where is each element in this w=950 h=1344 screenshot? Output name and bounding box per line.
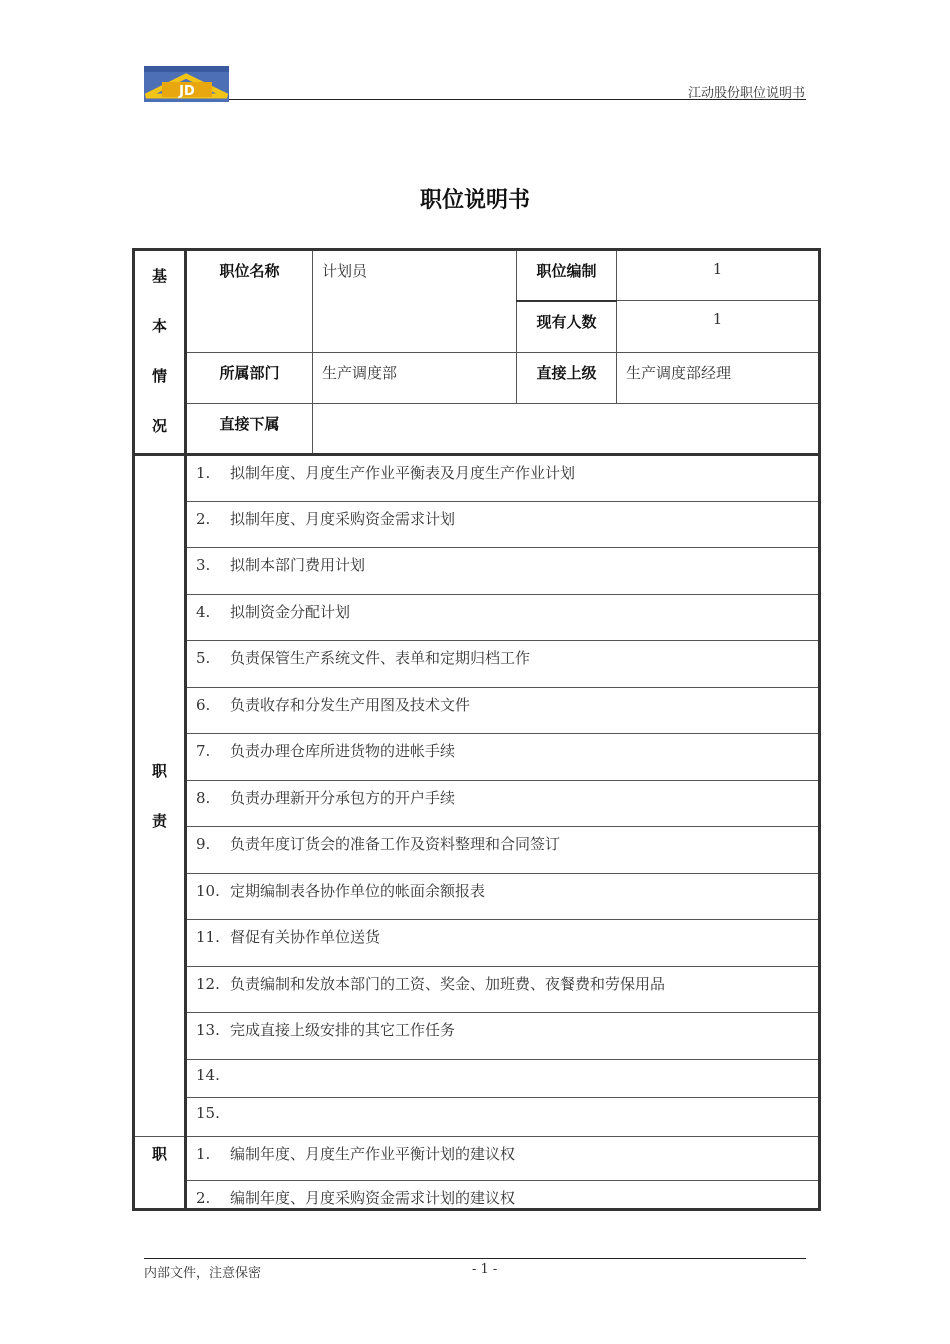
duty-item: 6. 负责收存和分发生产用图及技术文件 <box>186 688 820 734</box>
headcount-quota-label: 职位编制 <box>517 250 617 301</box>
duty-item: 9. 负责年度订货会的准备工作及资料整理和合同签订 <box>186 827 820 874</box>
page-title: 职位说明书 <box>419 188 530 213</box>
section-basic-info: 基 本 情 况 <box>134 250 186 455</box>
duty-item: 5. 负责保管生产系统文件、表单和定期归档工作 <box>186 641 820 688</box>
current-staff-value: 1 <box>617 301 820 353</box>
svg-text:JD: JD <box>179 84 195 99</box>
direct-subordinate-label: 直接下属 <box>186 404 313 455</box>
header-rule <box>229 99 806 100</box>
position-name-label: 职位名称 <box>186 250 313 353</box>
department-value: 生产调度部 <box>313 353 517 404</box>
job-description-table <box>132 248 821 1211</box>
right-item: 1. 编制年度、月度生产作业平衡计划的建议权 <box>186 1137 820 1181</box>
duty-item: 10. 定期编制表各协作单位的帐面余额报表 <box>186 874 820 920</box>
position-name-value: 计划员 <box>313 250 517 353</box>
duty-item: 11. 督促有关协作单位送货 <box>186 920 820 967</box>
footer-rule <box>144 1258 806 1259</box>
duty-item: 15. <box>186 1098 820 1137</box>
current-staff-label: 现有人数 <box>517 301 617 353</box>
right-item: 2. 编制年度、月度采购资金需求计划的建议权 <box>186 1181 820 1210</box>
footer-page-number: - 1 - <box>472 1262 498 1277</box>
direct-subordinate-value <box>313 404 820 455</box>
company-logo <box>144 66 229 102</box>
footer-confidential: 内部文件，注意保密 <box>144 1266 262 1281</box>
direct-superior-value: 生产调度部经理 <box>617 353 820 404</box>
duty-item: 8. 负责办理新开分承包方的开户手续 <box>186 781 820 827</box>
duty-item: 3. 拟制本部门费用计划 <box>186 548 820 595</box>
header-doc-name: 江动股份职位说明书 <box>687 86 805 101</box>
duty-item: 2. 拟制年度、月度采购资金需求计划 <box>186 502 820 548</box>
section-rights: 职 <box>134 1137 186 1210</box>
duty-item: 12. 负责编制和发放本部门的工资、奖金、加班费、夜餐费和劳保用品 <box>186 967 820 1013</box>
duty-item: 7. 负责办理仓库所进货物的进帐手续 <box>186 734 820 781</box>
department-label: 所属部门 <box>186 353 313 404</box>
duty-item: 14. <box>186 1060 820 1098</box>
duty-item: 4. 拟制资金分配计划 <box>186 595 820 641</box>
section-duties: 职 责 <box>134 455 186 1137</box>
direct-superior-label: 直接上级 <box>517 353 617 404</box>
headcount-quota-value: 1 <box>617 250 820 301</box>
duty-item: 1. 拟制年度、月度生产作业平衡表及月度生产作业计划 <box>186 455 820 502</box>
duty-item: 13. 完成直接上级安排的其它工作任务 <box>186 1013 820 1060</box>
